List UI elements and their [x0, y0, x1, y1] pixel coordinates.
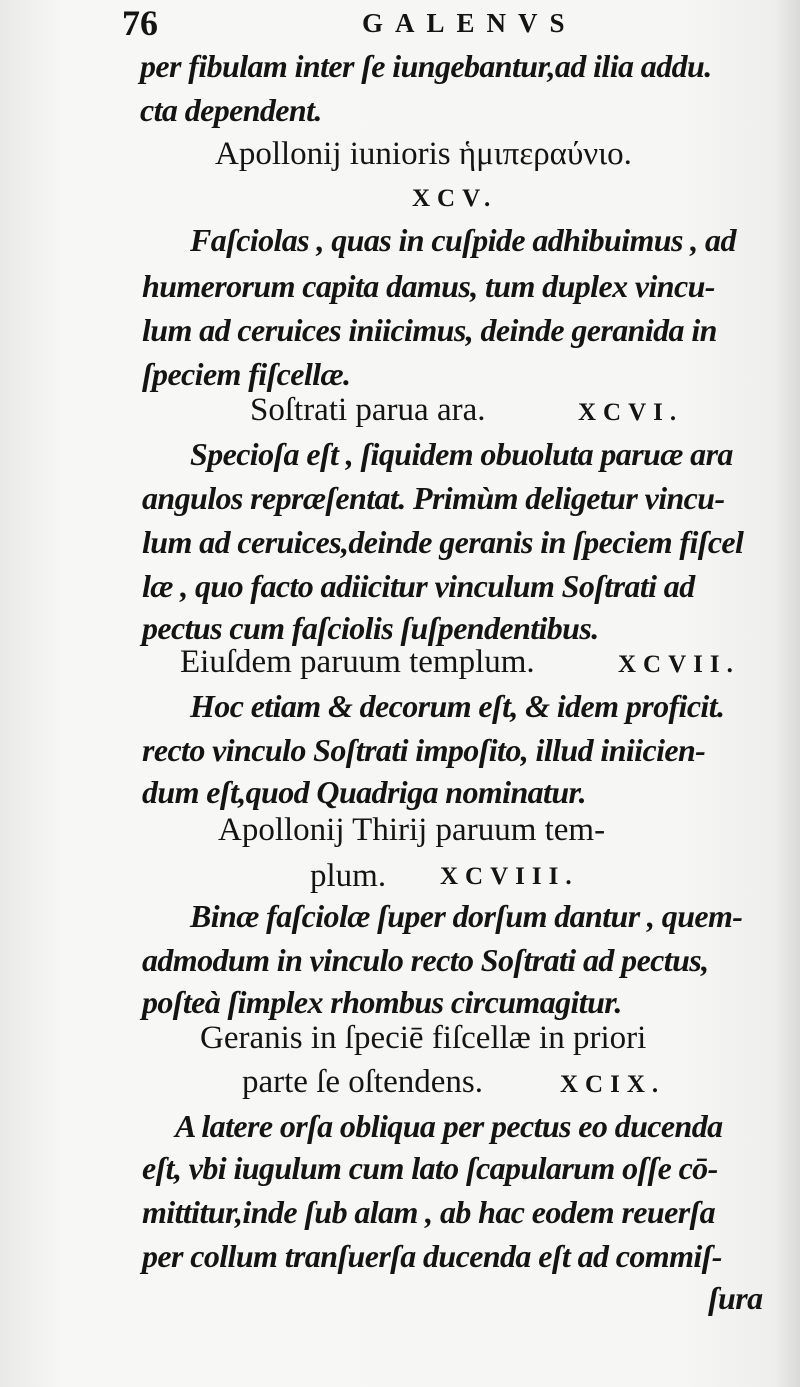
text-line: cta dependent. [140, 92, 322, 128]
section-heading-line: Apollonij iunioris ἡμιπεραύνιο. [215, 136, 632, 172]
text-line: A latere orſa obliqua per pectus eo ducenda [175, 1108, 723, 1144]
section-heading-line: Apollonij Thirij paruum tem- [218, 812, 606, 848]
page-header [122, 2, 782, 46]
text-line: mittitur,inde ſub alam , ab hac eodem reuerſa [142, 1194, 716, 1230]
text-line: Hoc etiam & decorum eſt, & idem proficit. [190, 688, 725, 724]
text-line: læ , quo facto adiicitur vinculum Soſtrati ad [142, 568, 695, 604]
text-line: Binæ faſciolæ ſuper dorſum dantur , quem- [190, 898, 743, 934]
text-line: poſteà ſimplex rhombus circumagitur. [142, 984, 622, 1020]
running-head: GALENVS [362, 8, 577, 38]
section-heading-line: Soſtrati parua ara. [250, 392, 486, 428]
text-line: humerorum capita damus, tum duplex vincu- [142, 268, 715, 304]
section-heading-line: Eiuſdem paruum templum. [180, 644, 535, 680]
section-number: XCV. [412, 185, 498, 212]
section-number: XCVI. [578, 399, 684, 426]
text-line: dum eſt,quod Quadriga nominatur. [142, 774, 587, 810]
section-number: XCVIII. [440, 863, 579, 890]
section-number: XCVII. [618, 651, 740, 678]
page-number: 76 [122, 3, 158, 43]
text-line: pectus cum faſciolis ſuſpendentibus. [142, 610, 599, 646]
text-line: eſt, vbi iugulum cum lato ſcapularum oſſe cō- [142, 1150, 718, 1186]
page-edge-shadow [774, 0, 800, 1387]
text-line: admodum in vinculo recto Soſtrati ad pectus, [142, 942, 709, 978]
section-heading-line: Geranis in ſpeciē fiſcellæ in priori [200, 1020, 647, 1056]
section-heading-line: plum. [310, 858, 387, 894]
text-line: ſpeciem fiſcellæ. [142, 356, 351, 392]
text-line: Faſciolas , quas in cuſpide adhibuimus , ad [190, 222, 736, 258]
text-line: ſura [708, 1280, 763, 1316]
text-line: per collum tranſuerſa ducenda eſt ad commiſ- [142, 1238, 722, 1274]
text-line: lum ad ceruices,deinde geranis in ſpeciem fiſcel [142, 524, 744, 560]
text-line: lum ad ceruices iniicimus, deinde geranida in [142, 312, 717, 348]
text-line: angulos repræſentat. Primùm deligetur vincu- [142, 480, 725, 516]
section-number: XCIX. [560, 1071, 666, 1098]
text-line: per fibulam inter ſe iungebantur,ad ilia addu. [140, 48, 712, 84]
text-line: Specioſa eſt , ſiquidem obuoluta paruæ ara [190, 436, 733, 472]
section-heading-line: parte ſe oſtendens. [242, 1064, 483, 1100]
text-line: recto vinculo Soſtrati impoſito, illud iniicien- [142, 732, 706, 768]
